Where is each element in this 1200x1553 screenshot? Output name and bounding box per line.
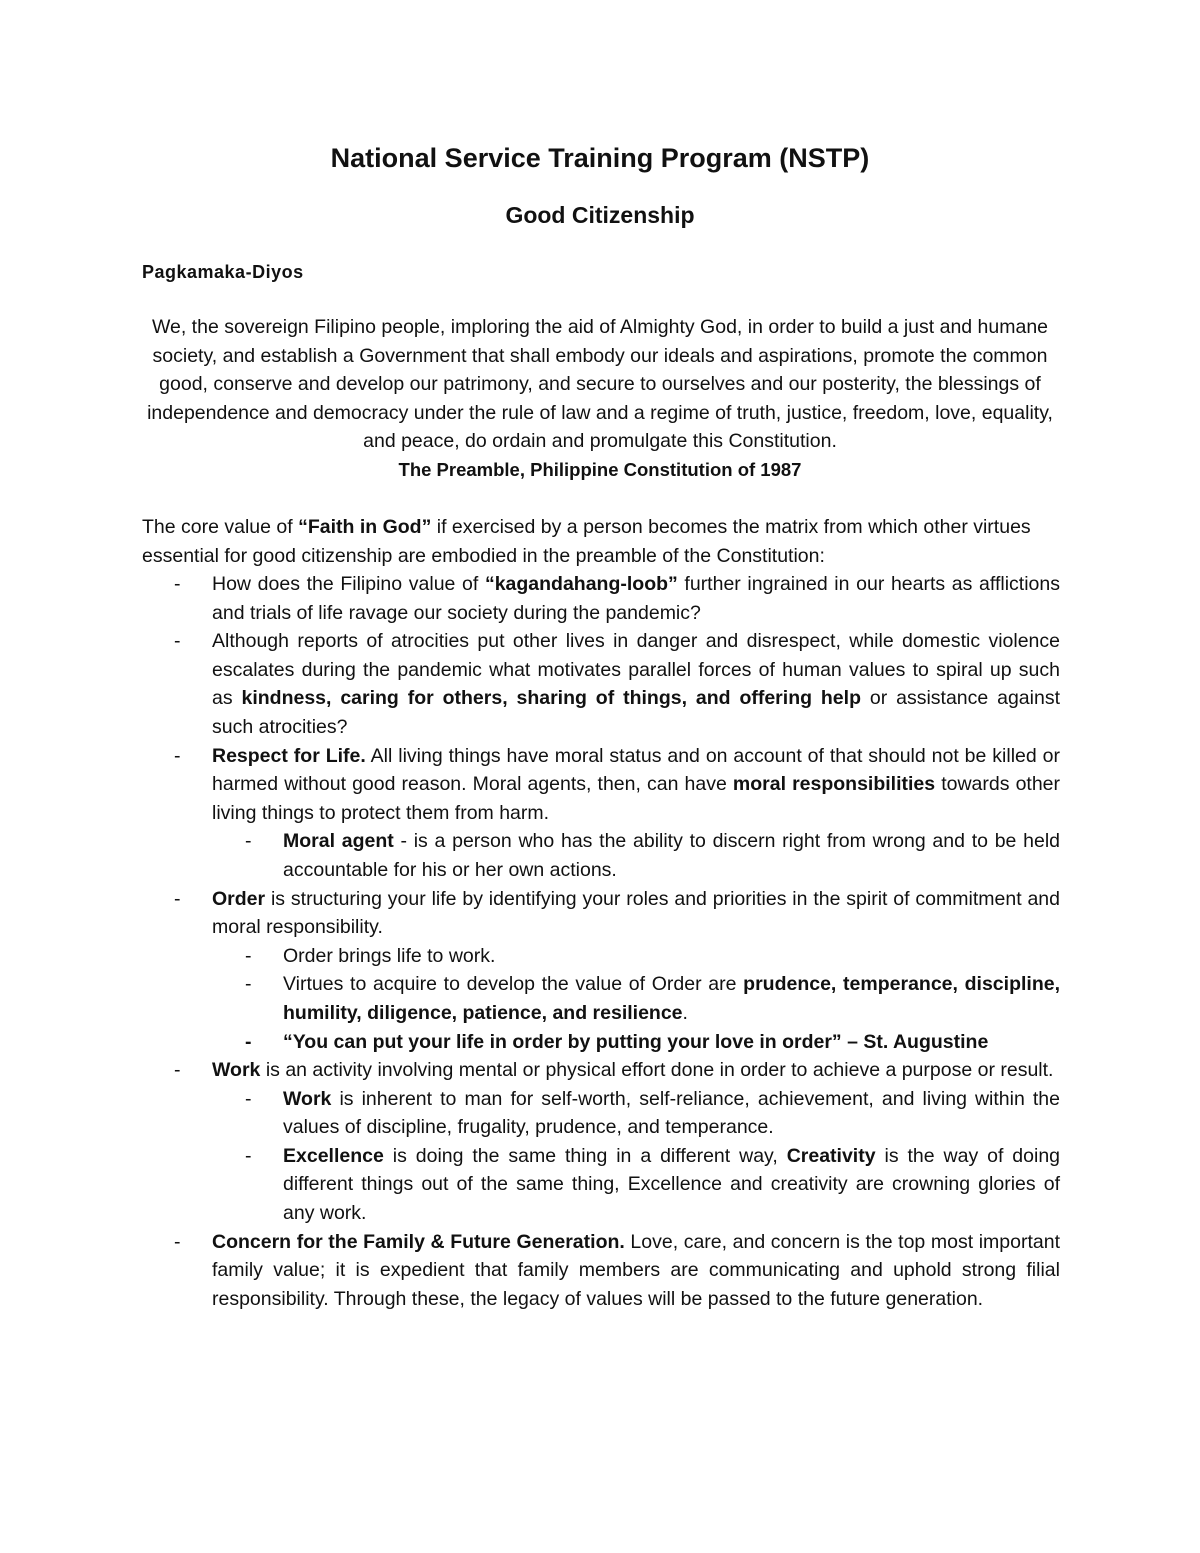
bullet-dash: - [245, 944, 252, 967]
bullet-dash: - [174, 573, 181, 595]
list-item-work [142, 1056, 1060, 1085]
item-bold: Excellence [283, 1144, 384, 1167]
item-text: is structuring your life by identifying your roles and priorities in the spirit of commitment and moral responsibility. [212, 887, 1060, 939]
bullet-dash: - [245, 1087, 252, 1110]
bullet-dash: - [174, 1230, 181, 1253]
item-text: is inherent to man for self-worth, self-reliance, achievement, and living within the values of discipline, frugality, prudence, and temperance. [283, 1087, 1060, 1139]
bullet-dash: - [174, 1059, 181, 1082]
value-list [142, 570, 1060, 1313]
item-text: is doing the same thing in a different way, [383, 1144, 787, 1167]
item-bold: kindness, caring for others, sharing of things, and offering help [241, 687, 861, 710]
item-text: is the way of doing different things out of the same thing, Excellence and creativity are crowning glories of any work. [283, 1144, 1061, 1225]
list-item-order [142, 885, 1060, 942]
item-bold: Moral agent [283, 830, 394, 853]
item-bold: Creativity [786, 1144, 876, 1167]
item-text: All living things have moral status and on account of that should not be killed or harmed without good reason. Moral agents, then, can have [212, 744, 1060, 796]
item-text: - is a person who has the ability to discern right from wrong and to be held accountable for his or her own actions. [283, 830, 1060, 881]
list-item-atrocities [142, 627, 1060, 741]
item-text: Order brings life to work. [283, 944, 496, 967]
item-bold: Work [212, 1059, 261, 1082]
item-bold: prudence, temperance, discipline, humility, diligence, patience, and resilience [283, 973, 1060, 1024]
document-subtitle: Good Citizenship [505, 202, 695, 228]
bullet-dash: - [245, 830, 252, 853]
intro-bold: “Faith in God” [298, 516, 432, 538]
list-subitem-moral-agent [142, 827, 1060, 884]
item-bold: Order [212, 887, 266, 910]
section-heading: Pagkamaka-Diyos [142, 262, 304, 282]
preamble-block [132, 313, 1068, 485]
item-text: or assistance against such atrocities? [212, 687, 1061, 738]
list-subitem-work-inherent [142, 1085, 1060, 1142]
preamble-text: We, the sovereign Filipino people, imploring the aid of Almighty God, in order to build a just and humane society, and establish a Government that shall embody our ideals and aspirations, promote the common good, conserve and develop our patrimony, and secure to ourselves and our posterity, the blessings of independence and democracy under the rule of law and a regime of truth, justice, freedom, love, equality, and peace, do ordain and promulgate this Constitution. [147, 316, 1053, 453]
item-text: Virtues to acquire to develop the value of Order are [283, 973, 744, 996]
item-text: is an activity involving mental or physical effort done in order to achieve a purpose or result. [260, 1059, 1054, 1082]
document-title: National Service Training Program (NSTP) [330, 143, 870, 173]
list-item-respect-for-life [142, 742, 1060, 828]
item-bold: Respect for Life. [212, 744, 366, 767]
list-item-family [142, 1228, 1060, 1314]
item-bold: “You can put your life in order by putting your love in order” – St. Augustine [283, 1030, 989, 1053]
bullet-dash: - [245, 1144, 252, 1167]
item-bold: “kagandahang-loob” [484, 573, 678, 595]
item-text: towards other living things to protect them from harm. [212, 773, 1061, 824]
list-subitem-order-virtues [142, 970, 1060, 1027]
bullet-dash: - [245, 973, 252, 996]
item-text: Although reports of atrocities put other lives in danger and disrespect, while domestic violence escalates during the pandemic what motivates parallel forces of human values to spiral up such as [212, 630, 1060, 710]
item-text: How does the Filipino value of [212, 573, 485, 595]
item-bold: Work [283, 1087, 332, 1110]
preamble-source: The Preamble, Philippine Constitution of 1987 [398, 458, 802, 480]
list-subitem-order-work [142, 942, 1060, 971]
item-text: further ingrained in our hearts as afflictions and trials of life ravage our society during the pandemic? [212, 573, 1060, 624]
item-bold: moral responsibilities [732, 773, 936, 796]
bullet-dash: - [245, 1030, 252, 1053]
list-subitem-excellence [142, 1142, 1060, 1228]
intro-text-start: The core value of [142, 516, 299, 538]
bullet-dash: - [174, 630, 181, 653]
item-text: Love, care, and concern is the top most important family value; it is expedient that family members are communicating and uphold strong filial responsibility. Through these, the legacy of values will be passed to the future generation. [212, 1230, 1061, 1310]
list-item-kagandahang-loob [142, 570, 1060, 627]
intro-paragraph [142, 513, 1060, 570]
list-subitem-augustine-quote [142, 1028, 1060, 1057]
bullet-dash: - [174, 887, 181, 910]
item-bold: Concern for the Family & Future Generation. [212, 1230, 625, 1253]
item-text: . [682, 1001, 688, 1024]
bullet-dash: - [174, 744, 181, 767]
intro-text-end: if exercised by a person becomes the matrix from which other virtues essential for good citizenship are embodied in the preamble of the Constitution: [142, 516, 1031, 567]
